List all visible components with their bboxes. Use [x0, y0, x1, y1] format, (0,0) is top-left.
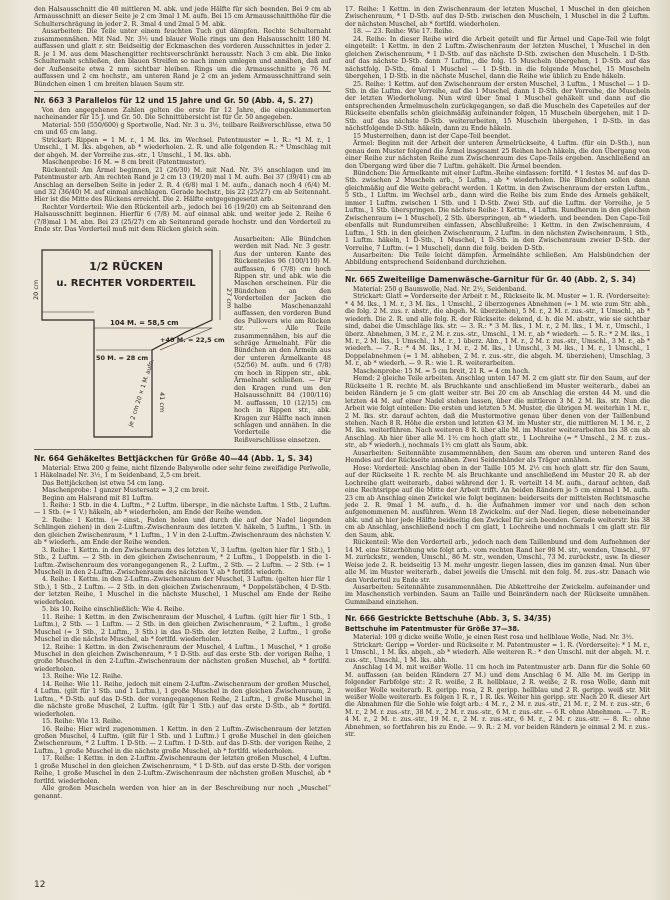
- paragraph: Material: 550 (550/600) g Sportwolle, Nad. Nr. 3 u. 3½, teilbare Reißverschlüsse, etwa 50 cm und 65 cm lang.: [34, 121, 331, 137]
- section-body-664-continued: [345, 6, 650, 267]
- fig-title-2: u. RECHTER VORDERTEIL: [56, 277, 196, 289]
- paragraph: Strickart: Rippen = 1 M. r., 1 M. lks. im Wechsel. Patentmuster = 1. R.: *1 M. r., 1 Umschl., 1 M. lks. abgehen, ab * wiederholen. 2. R. und alle folgenden R.: * Umschlag mit der abgeh. M. der Vorreihe zus.-str., 1 Umschl., 1 M. lks. abh.: [34, 136, 331, 159]
- section-title-664: Nr. 664 Gehäkeltes Bettjäckchen für Größe 40—44 (Abb. 1, S. 34): [34, 453, 313, 463]
- section-divider: [34, 91, 331, 92]
- paragraph: Rückenteil: Wie den Vorderteil arb., jedoch nach dem Taillenbund und dem Aufnehmen der 14 M. eine Sitzerhöhung wie folgt arb.: vom rechten Rand her 98 M. str., wenden, Umschl., 97 M. zurückstr., wenden, Umschl., 86 M. str., wenden, Umschl., 73 M. zurückstr., usw. In dieser Weise jede 2. R. beidseitig 13 M. mehr ungestr. liegen lassen, dies im ganzen 4mal. Nun über alle M. im Muster weiterarb., dabei jeweils die Umschl. mit den folg. M. zus.-str. Danach wie den Vorderteil zu Ende str.: [345, 539, 650, 584]
- paragraph: Material: Etwa 200 g feine, nicht filzende Babywolle oder sehr feine zweifädige Perlwolle, 1 Häkelnadel Nr. 3½, 1 m Seidenband, 2,5 cm breit.: [34, 464, 331, 480]
- paragraph: Bündchen: Die Ärmelkante mit einer Luftm.-Reihe einfassen: fortlfd. * 1 festes M. auf das D-Stb. zwischen 2 Muscheln arb., 5 Luftm., ab * wiederholen. Die Bündchen sollen dann gleichmäßig auf die Weite gebracht werden. 1 Kettm. in den Zwischenraum der ersten Luftm., 5 Stb., 1 Luftm. im Wechsel arb., dann wird die Reihe bis zum Ende des Ärmels gehäkelt, immer 1 Luftm. zwischen 1 Stb. und 1 D-Stb. Zwei Stb. auf die Luftm. der Vorreihe, je 5 Luftm., 1 Stb. überspringen. Die nächste Reihe: 1 Kettm., 4 Luftm. Rundherum in den gleichen Zwischenraum (= 1 Muschel), 2 Stb. überspringen, ab * wiederh. und beenden. Den Cape-Teil ebenfalls mit Rundumreihen einfassen, Abschlußreihe: 1 Kettm. in den Zwischenraum, 4 Luftm., 1 Stb. in den gleichen Zwischenraum, 2 Luftm. in den nächsten Zwischenraum, 1 Stb., 1 Luftm. häkeln, 1 D-Stb., 1 Muschel, 1 D-Stb. in den Zwischenraum zweier D-Stb. der Vorreihe, 7 Luftm. (= 1 Muschel), dann die folg. beiden D-Stb.: [345, 169, 650, 252]
- paragraph: Strickart: Geripp = Vorder- und Rückseite r. M. Patentmuster = 1. R. (Vorderseite): * 1 M. r., 1 Umschl., 1 M. lks. abgeh., ab * wiederh. Alle weiteren R.: * den Umschl. mit der abgeh. M. r. zus.-str., Umschl., 1 M. lks. abh.: [345, 641, 650, 664]
- section-subtitle-666: Bettschuhe im Patentmuster für Größe 37—38.: [345, 625, 520, 634]
- paragraph: Ausarbeiten: Seitennähte zusammennähen, den Saum am oberen und unteren Rand des Hemdes auf der Rückseite annähen. Zwei Seidenbänder als Träger annähen.: [345, 449, 650, 465]
- section-title-665: Nr. 665 Zweiteilige Damenwäsche-Garnitur für Gr. 40 (Abb. 2, S. 34): [345, 274, 636, 284]
- paragraph: Ärmel: Beginn mit der Arbeit der unteren Ärmelrückseite, 4 Luftm. (für ein D-Stb.), nun genau dem Muster folgend die Ärmel insgesamt 25 Reihen hoch häkeln, die den Übergang von einer Reihe zur nächsten Reihe zum Zwischenraum des Cape-Teils ergeben. Anschließend an den Übergang wird über die 7 Luftm. gehäkelt. Die Ärmel beenden.: [345, 140, 650, 170]
- paragraph: Ausarbeiten: Die Teile unter einem feuchten Tuch gut dämpfen. Rechte Schulternaht zusammennähen. Mit Nad. Nr. 3½ und blauer Wolle rings um den Halsausschnitt 180 M. auffassen und glatt r. str. Beidseitig der Eckmaschen des vorderen Ausschnittes in jeder 2. R. je 1 M. aus dem Maschengitter rechtsverschränkt herausstr. Nach 3 cm abk. Die linke Schulternaht schließen, den blauen Streifen so nach innen umlegen und annähen, daß auf der Außenseite etwa 2 mm sichtbar bleiben. Rings um die Armausschnitte je 76 M. auffassen und 2 cm hochstr., am unteren Rand je 2 cm an jedem Armausschnittrand sein Bündchen einen 1 cm breiten blauen Saum str.: [34, 28, 331, 88]
- paragraph: 17. Reihe: 1 Kettm. in den Zwischenraum der letzten Muschel, 1 Muschel in den gleichen Zwischenraum, * 1 D-Stb. auf das D-Stb. zwischen den Muscheln, 1 Muschel in die 2 Luftm. der nächsten Muschel, ab * fortlfd. wiederholen.: [345, 6, 650, 28]
- paragraph: Das Bettjäckchen ist etwa 54 cm lang.: [42, 479, 165, 487]
- paragraph: Ausarbeiten: Die Teile leicht dämpfen. Ärmelnähte schließen. Am Halsbündchen der Abbildung entsprechend Seidenband durchziehen.: [345, 251, 650, 267]
- paragraph: Beginn am Halsrand mit 81 Luftm.: [42, 494, 154, 502]
- dim-diagonal: je 2 cm 20 × 1 M. aufn.: [127, 358, 156, 428]
- dim-vertical: 41 cm: [158, 391, 166, 412]
- paragraph: 14. Reihe: Wie 11. Reihe, jedoch mit einem 2-Luftm.-Zwischenraum der großen Muschel, 4 Luftm. (gilt für 1 Stb. und 1 Luftm.), 1 große Muschel in den gleichen Zwischenraum, 2 Luftm., * D-Stb. auf das D-Stb. der vorangegangenen Reihe, 2 Luftm., 1 große Muschel in die nächste große Muschel, 2 Luftm. (gilt für 1 Stb.) auf das erste D-Stb., ab * fortlfd. wiederholen.: [34, 680, 331, 718]
- intro-text: [34, 6, 331, 88]
- paragraph: den Halsausschnitt die 40 mittleren M. abk. und jede Hälfte für sich beenden. Bei 9 cm ab Armausschnitt an dieser Seite je 2 cm 3mal 1 M. aufn. Bei 15 cm Armausschnitthöhe für die Schulterschrägung in jeder 2. R. 3mal 4 und 2mal 5 M. abk.: [34, 6, 331, 28]
- section-body-663: [34, 107, 331, 234]
- paragraph: 12. Reihe: 1 Kettm. in den Zwischenraum der Muschel, 4 Luftm., 1 Muschel, * 1 große Muschel in den gleichen Zwischenraum, * 1 D-Stb. auf das erste Stb. der vorigen Reihe, 1 große Muschel in den 2-Luftm.-Zwischenraum der nächsten großen Muschel, ab * fortlfd. wiederholen.: [34, 643, 331, 673]
- paragraph: Hose: Vorderteil: Anschlag oben in der Taille 105 M. 2½ cm hoch glatt str. für den Saum, auf der Rückseite 1 R. rechte M. als Bruchkante und anschließend im Muster 20 R. ab der Lochreihe glatt weiterarb., dabei während der 1. R. verteilt 14 M. aufn., darauf achten, daß eine Rechtsrippe auf die Mitte der Arbeit trifft. An beiden Rändern je 5 cm einmal 1 M. aufn. 23 cm ab Anschlag einen Zwickel wie folgt beginnen: beiderseits der mittelsten Rechtsmasche jede 2. R. 9mal 1 M. aufn., d. h. die Aufnahmen immer vor und nach den schon aufgenommenen M. ausführen. Wenn 18 Zwickelm. auf der Nad. liegen, diese nebeneinander abk. und ab hier jede Hälfte beidseitig den Zwickel für sich beenden. Gerade weiterstr. bis 38 cm ab Anschlag, anschließend noch 1 cm glatt, 1 Lochreihe und nochmals 1 cm glatt str. für den Saum, abk.: [345, 464, 650, 539]
- paragraph: Material: 250 g Baumwolle, Nad. Nr. 2½, Seidenband.: [353, 285, 527, 293]
- paragraph: Alle großen Muscheln werden von hier an in der Beschreibung nur noch „Muschel“ genannt.: [34, 785, 331, 800]
- schematic-diagram: [34, 242, 234, 442]
- paragraph: Maschenprobe: 16 M. = 8 cm breit (Patentmuster).: [42, 159, 207, 167]
- fig-title-1: 1/2 RÜCKEN: [89, 259, 163, 273]
- pattern-figure-block: [34, 236, 331, 446]
- paragraph: Maschenprobe: 1 ganzer Mustersatz = 3,2 cm breit.: [42, 487, 210, 495]
- paragraph: 11. Reihe: 1 Kettm. in den Zwischenraum der Muschel, 4 Luftm. (gilt hier für 1 Stb., 1 Luftm.), 2 Stb. — 1 Luftm. — 2 Stb. in den gleichen Zwischenraum, * 2 Luftm., 1 große Muschel (= 3 Stb., 2 Luftm., 3 Stb.) in das D-Stb. der letzten Reihe, 2 Luftm., 1 große Muschel in die nächste Muschel, ab * fortlfd. wiederholen.: [34, 613, 331, 644]
- paragraph: Hemd: 2 gleiche Teile arbeiten. Anschlag unten 147 M. 2 cm glatt str. für den Saum, auf der Rückseite 1 R. rechte M. als Bruchkante und anschließend im Muster weiterarb., dabei an beiden Rändern je 5 cm glatt weiter str. Bei 20 cm ab Anschlag die ersten 44 M. und die letzten 44 M. auf einer Nadel stehen lassen, über die mittleren 3 M. 2 M. lks. str. Nun die Arbeit wie folgt einteilen: Die ersten und letzten 5 M. Muster, die übrigen M. weiterhin 1 M. r., 2 M. lks. str. darauf achten, daß die Mustermotive genau über denen von der Taillenbund stehen. Nach 8 R. Höhe die ersten und letzten 43 M. im Muster str., die mittleren M. 1 M. r., 2 M. lks. weiterführen. Nach weiteren 8 R. über alle M. im Muster weiterarbeiten bis 38 cm ab Anschlag. Ab hier über alle M. 1½ cm hoch glatt str., 1 Lochreihe (= * Umschl., 2 M. r. zus.-str., ab * wiederh.), nochmals 1½ cm glatt als Saum, abk.: [345, 375, 650, 450]
- section-body-664: [34, 465, 331, 800]
- left-column: [34, 6, 331, 881]
- paragraph: 16. Reihe: Hier wird zugenommen. 1 Kettm. in den 2 Luftm.-Zwischenraum der letzten großen Muschel, 4 Luftm. (gilt für 1 Stb. und 1 Luftm.) 1 große Muschel in den gleichen Zwischenraum, * 2 Luftm. 1 D-Stb. — 2 Luftm. 1 D-Stb. auf das D-Stb. der vorigen Reihe, 2 Luftm., 1 große Muschel in die nächste große Muschel, ab * fortlfd. wiederholen.: [34, 725, 331, 755]
- finishing-text-663: Ausarbeiten: Alle Bündchen werden mit Nad. Nr. 3 gestr. Aus der unteren Kante des Rückenteiles 96 (100/110) M. auffassen, 6 (7/8) cm hoch Rippen str. und abk. wie die Maschen erscheinen. Für die Bündchen an den Vorderteilen der Jacken die halbe Maschenanzahl auffassen, den vorderen Bund des Pullovers wie am Rücken str. — Alle Teile zusammennähen, bis auf die schräge Ärmelnaht. Für die Bündchen an den Ärmeln aus der unteren Ärmelkante 48 (52/56) M. aufn. und 6 (7/8) cm hoch in Rippen str., abk. Ärmelnaht schließen. — Für den Kragen rund um den Halsausschnitt 84 (100/116) M. auffassen, 10 (12/15) cm hoch in Rippen str., abk. Kragen zur Hälfte nach innen schlagen und annähen. In die Vorderteile die Reißverschlüsse einsetzen.: [234, 235, 331, 444]
- paragraph: 25. Reihe: 1 Kettm. auf den Zwischenraum der ersten Muschel, 3 Luftm., 1 Muschel — 1 D-Stb. in die Luftm. der Vorreihe, auf die 1 Muschel, dann 1 D-Stb. der Vorreihe, die Muscheln der letzten Wiederholung. Nun wird über 5mal 1 Muschel gehäkelt und dann auf die entsprechenden Ärmelmuscheln zurückgegangen, so daß die Muscheln des Capeteiles auf der Rückseite ebenfalls schön gleichmäßig aufeinander folgen, 15 Muscheln übergehen, mit 1 D-Stb. auf das nächste D-Stb. weiterarbeiten, 15 Muscheln übergehen, 1 D-Stb. in das nächstfolgende D-Stb. häkeln, dann zu Ende häkeln.: [345, 80, 650, 133]
- dim-chest: 104 M. = 58,5 cm: [110, 318, 179, 327]
- section-divider: [345, 270, 650, 271]
- paragraph: Ausarbeiten: Seitennähte zusammennähen. Die Abkettreihe der Zwickelm. aufeinander und im Maschenstich verbinden. Saum an Taille und Beinrändern nach der Rückseite umnähen. Gummiband einziehen.: [345, 583, 650, 606]
- dim-side: 27 cm: [225, 287, 233, 308]
- paragraph: Strickart: Glatt = Vorderseite der Arbeit r. M., Rückseite lk. M. Muster = 1. R. (Vorderseite): * 4 M. lks., 1 M. r., 3 M. lks., 1 Umschl., 2 überzogenes Abnehmen (= 1 M. wie zum Str. abh., die folg. 2 M. zus. r. abstr., die abgeh. M. überziehen), 5 M. r., 2 M. r. zus.-str., 1 Umschl., ab * wiederh. Die 2. R. und alle folg. R. der Rückseite: dekend, d. h. die M. abstr., wie sie sichtbar sind, dabei die Umschläge lks. str. — 3. R.: * 3 M. lks., 1 M. r., 2 M. lks., 1 M. r., Umschl., 1 überz. Abnehmen, 3 M. r., 2 M. r. zus.-str., Umschl., 1 M. r., ab * wiederh. — 5. R.: * 2 M. lks., 1 M. r., 2 M. lks., 1 Umschl., 1 M. r., 1 überz. Abn., 1 M. r., 2 M. r. zus.-str., Umschl., 3 M. r., ab * wiederh. — 7. R.: * 4 M. lks., 1 M. r., 2 M. lks., 1 Umschl., 3 M. lks., 1 M. r., 1 Umschl., 1 Doppelabnehmen (= 1 M. abheben, 2 M. r. zus.-str., die abgeh. M. überziehen), Umschlag, 3 M. r., ab * wiederh. — 9. R.: wie 1. R. weiterarbeiten.: [345, 293, 650, 368]
- paragraph: 1. Reihe: 1 Stb. in die 4. Luftm., * 2 Luftm. überspr., in die nächste Luftm. 1 Stb., 2 Luftm. — 1 Stb. (= 1 V.) häkeln, ab * wiederholen, am Ende der Reihe wenden.: [34, 501, 331, 517]
- dim-left: 20 cm: [32, 279, 40, 300]
- page-number: 12: [34, 880, 46, 890]
- section-divider: [34, 449, 331, 450]
- paragraph: 17. Reihe: 1 Kettm. in den 2-Luftm.-Zwischenraum der letzten großen Muschel, 4 Luftm. 1 große Muschel in den gleichen Zwischenraum, * 1 D-Stb. auf das erste D-Stb. der vorigen Reihe, 1 große Muschel in den 2-Luftm.-Zwischenraum der nächsten großen Muschel, ab * fortlfd. wiederholen.: [34, 755, 331, 785]
- paragraph: Rückenteil: Am Ärmel beginnen, 21 (26/30) M. mit Nad. Nr. 3½ anschlagen und im Patentmuster arb. Am rechten Rand je 2 cm 13 (19/20) mal 1 M. aufn. Bei 37 (39/41) cm ab Anschlag an derselben Seite in jeder 2. R. 4 (6/8) mal 1 M. aufn., danach noch 4 (6/4) M. und 32 (36/40) M. auf einmal anschlagen. Gerade hochstr., bis 22 (25/27) cm ab Seitennaht. Hier ist die Mitte des Rückens erreicht. Die 2. Hälfte entgegengesetzt arb.: [34, 166, 331, 204]
- paragraph: Rechter Vorderteil: Wie den Rückenteil arb., jedoch bei 16 (19/20) cm ab Seitenrand den Halsausschnitt beginnen. Hierfür 6 (7/8) M. auf einmal abk. und weiter jede 2. Reihe 6 (7/8)mal 1 M. abn. Bei 23 (25/27) cm ab Seitenrand gerade hochstr. und den Vorderteil zu Ende str. Das Vorderteil muß mit dem Rücken gleich sein.: [34, 203, 331, 234]
- section-body-666: [345, 634, 650, 738]
- paragraph: Material: 100 g dicke weiße Wolle, je einen Rest rosa und hellblaue Wolle, Nad. Nr. 3½.: [353, 634, 634, 642]
- paragraph: 24. Reihe: In dieser Reihe wird die Arbeit geteilt und für Ärmel und Cape-Teil wie folgt eingeteilt: 1 Kettm. in den 2 Luftm.-Zwischenraum der letzten Muschel, 1 Muschel in den gleichen Zwischenraum, * 1 D-Stb. auf das nächste D-Stb. zwischen den Muscheln. 1 D-Stb. auf das nächste D-Stb. dann 7 Luftm., die folg. 15 Muscheln übergehen, 1 D-Stb. auf das nächstfolg. D-Stb., 6mal 1 Muschel — 1 D-Stb. in die folgende Muschel, 15 Muscheln übergehen, 1 D-Stb. in die nächste Muschel, dann die Reihe wie üblich zu Ende häkeln.: [345, 35, 650, 81]
- dim-bottom: 50 M. = 28 cm: [96, 353, 149, 362]
- paragraph: 2. Reihe: 1 Kettm. (= einst., Faden holen und durch die auf der Nadel liegenden Schlingen ziehen) in den 2-Luftm.-Zwischenraum des letzten V. häkeln, 5 Luftm., 1 Stb. in den gleichen Zwischenraum, * 1 Luftm., 1 V in den 2-Luftm.-Zwischenraum des nächsten V. ab * wiederh., am Ende der Reihe wenden.: [34, 516, 331, 547]
- paragraph: 15. Reihe: Wie 13. Reihe.: [42, 718, 123, 726]
- paragraph: 13. Reihe: Wie 12. Reihe.: [42, 673, 123, 681]
- section-title-666: Nr. 666 Gestrickte Bettschuhe (Abb. 3, S. 34/35): [345, 614, 552, 624]
- dim-plus: +40 M. = 22,5 cm: [160, 335, 225, 344]
- section-title-663: Nr. 663 3 Parallelos für 12 und 15 Jahre und Gr. 50 (Abb. 4, S. 27): [34, 95, 314, 105]
- section-divider: [345, 609, 650, 610]
- paragraph: Von den angegebenen Zahlen gelten die erste für 12 Jahre, die eingeklammerten nacheinander für 15 J. und Gr. 50. Die Schnittübersicht ist für Gr. 50 angegeben.: [34, 106, 331, 122]
- paragraph: 15 Musterreihen, dann ist der Cape-Teil beendet.: [353, 132, 511, 140]
- section-body-665: [345, 286, 650, 606]
- paragraph: Maschenprobe: 15 M. = 5 cm breit, 21 R. = 4 cm hoch.: [353, 367, 531, 375]
- paragraph: 3. Reihe: 1 Kettm. in den Zwischenraum des letzten V., 3 Luftm. (gelten hier für 1 Stb.), 1 Stb., 2 Luftm. — 2 Stb. in den gleichen Zwischenraum, * 2 Luftm., 1 Doppelstb. in die 1-Luftm.-Zwischenraum des vorangegangenen R., 2 Luftm., 2 Stb. — 2 Luftm. — 2 Stb. (= 1 Muschel) in den 2-Luftm.-Zwischenraum des nächsten V. ab * fortlfd. wiederh.: [34, 546, 331, 577]
- paragraph: Anschlag 14 M. mit weißer Wolle. 11 cm hoch im Patentmuster arb. Dann für die Sohle 60 M. auffassen (an beiden Rändern 27 M.) und dem Anschlag 6 M. Alle M. im Geripp in folgender Farbfolge str.: 2 R. weiße, 2 R. hellblaue, 2 R. weiße, 2 R. rosa Wolle, dann mit weißer Wolle weiterarb. R. geripp. rosa, 2 R. geripp. hellblau und 2 R. geripp. weiß str. Mit weißer Wolle weiterarb. Es folgen 1 R. r., 1 R. lks. Weiter hin geripp. str. Nach 20 R. dieser Art die Abnahmen für die Sohle wie folgt arb.: 4 M. r., 2 M. r. zus.-str., 21 M. r., 2 M. r. zus.-str., 6 M. r., 2 M. r. zus.-str., 38 M. r., 2 M. r. zus.-str., 6 M. r. zus.-str. — 6 R. ohne Abnehmen. — 7. R.: 4 M. r., 2 M. r. zus.-str., 19 M. r., 2 M. r. zus.-str., 6 M. r., 2 M. r. zus.-str. — 8. R.: ohne Abnehmen, so fortfahren bis zu Ende. — 9. R.: 2 M. vor beiden Rändern je einmal 2 M. r. zus.-str.: [345, 664, 650, 739]
- paragraph: 18. — 23. Reihe: Wie 17. Reihe.: [353, 28, 455, 36]
- right-column: [345, 6, 650, 886]
- paragraph: 4. Reihe: 1 Kettm. in den 2-Luftm.-Zwischenraum der Muschel, 3 Luftm. (gelten hier für 1 Stb.), 1 Stb., 2 Luftm. — 2 Stb. in den gleichen Zwischenraum, * Doppelstäbchen, 4 D-Stb. der letzten Reihe, 1 Muschel in die nächste Muschel, 1 Muschel am Ende der Reihe wiederholen.: [34, 576, 331, 606]
- paragraph: 5. bis 10. Reihe einschließlich: Wie 4. Reihe.: [42, 606, 185, 614]
